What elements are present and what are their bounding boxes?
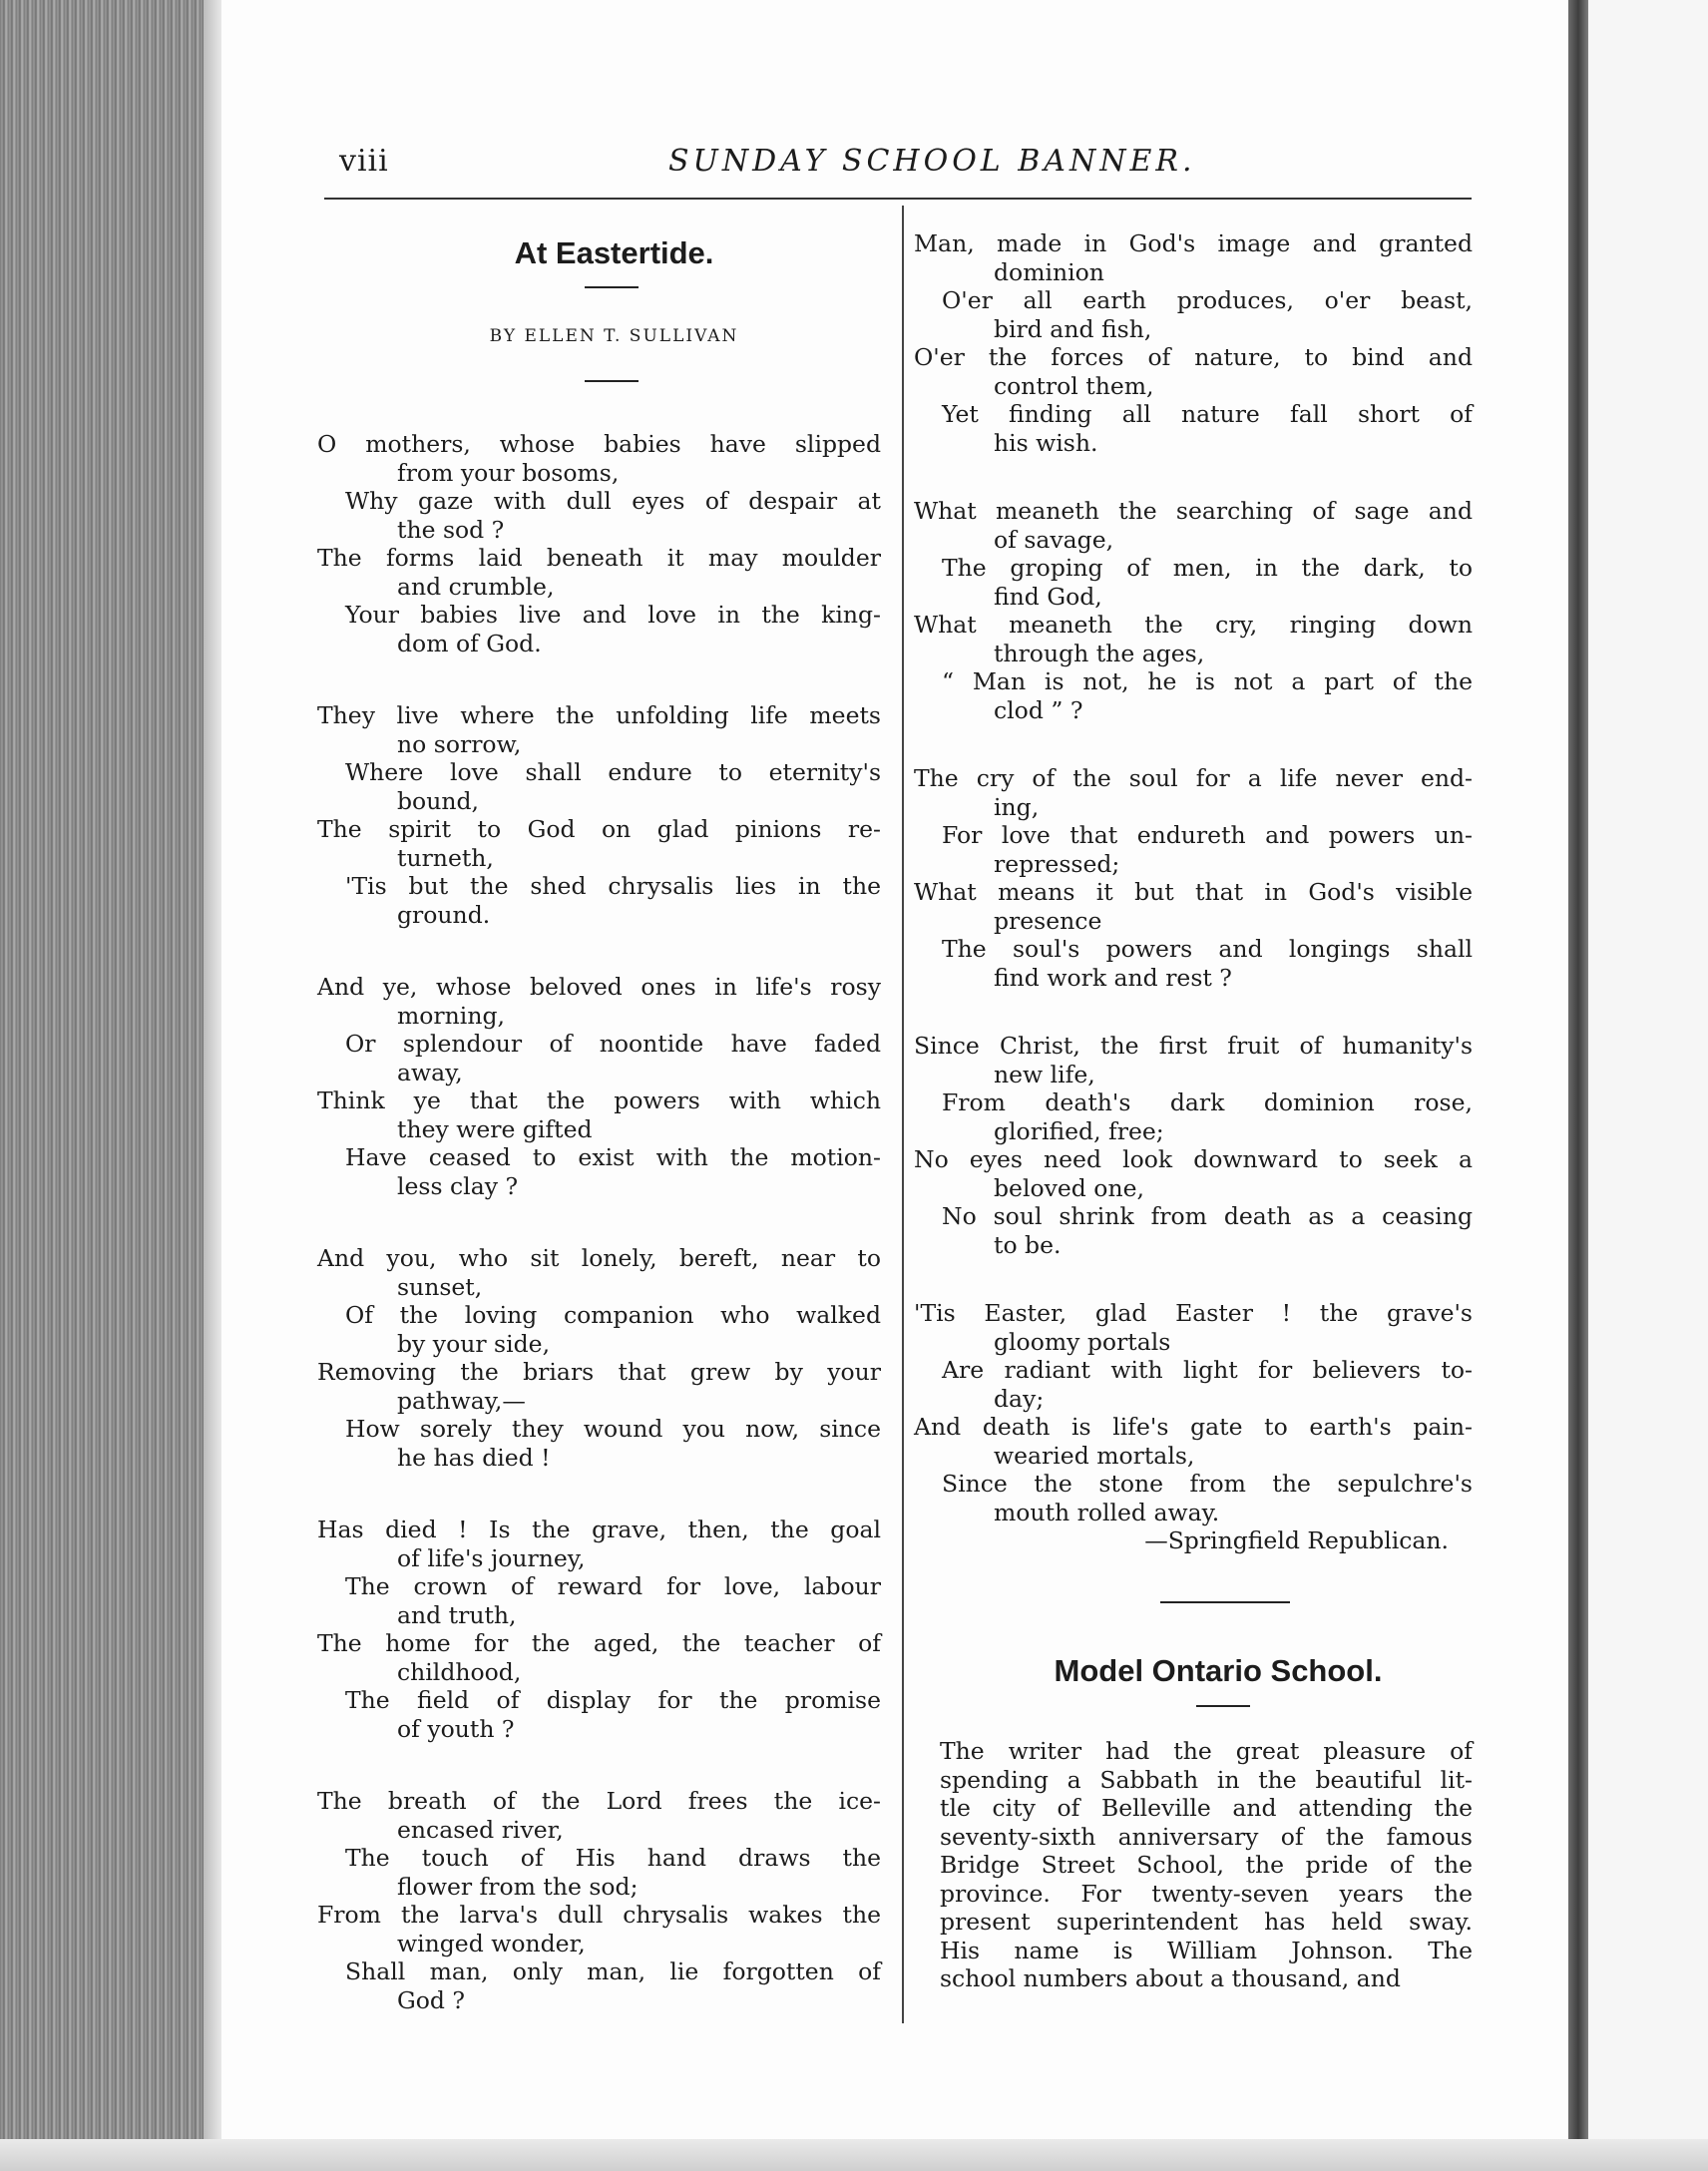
poem-stanza (317, 701, 881, 929)
poem-line: glorified, free; (994, 1116, 1164, 1145)
poem-line: from your bosoms, (397, 458, 620, 487)
poem-line: Why gaze with dull eyes of despair at (345, 487, 881, 515)
poem-line: turneth, (397, 843, 494, 872)
poem-line: How sorely they wound you now, since (345, 1415, 881, 1443)
poem-line: Where love shall endure to eternity's (345, 758, 881, 786)
page-number: viii (339, 144, 389, 179)
poem-line: find work and rest ? (994, 963, 1232, 992)
poem-line: dom of God. (397, 629, 542, 657)
poem-line: morning, (397, 1001, 505, 1030)
poem-line: The cry of the soul for a life never end- (914, 764, 1473, 792)
article-line: seventy-sixth anniversary of the famous (940, 1822, 1473, 1851)
book-binding-edge (0, 0, 221, 2171)
poem-line: Yet finding all nature fall short of (942, 400, 1473, 428)
poem-line: Has died ! Is the grave, then, the goal (317, 1516, 881, 1543)
section-separator (1160, 1601, 1290, 1603)
poem-line: O'er the forces of nature, to bind and (914, 343, 1473, 371)
poem-line: Of the loving companion who walked (345, 1301, 881, 1329)
poem-line: pathway,— (397, 1386, 526, 1415)
poem-line: bird and fish, (994, 314, 1152, 343)
poem-line: wearied mortals, (994, 1441, 1195, 1470)
poem-line: And death is life's gate to earth's pain- (914, 1413, 1473, 1441)
poem-line: “ Man is not, he is not a part of the (942, 667, 1473, 695)
poem-stanza (317, 973, 881, 1200)
poem-stanzas-right (914, 229, 1473, 1526)
poem-line: The breath of the Lord frees the ice- (317, 1787, 881, 1815)
article-line: His name is William Johnson. The (940, 1936, 1473, 1964)
poem-line: And you, who sit lonely, bereft, near to (317, 1244, 881, 1272)
article-line: The writer had the great pleasure of (940, 1737, 1473, 1765)
page-header (339, 144, 1473, 184)
poem-line: O'er all earth produces, o'er beast, (942, 286, 1473, 314)
poem-line: beloved one, (994, 1173, 1144, 1202)
poem-line: From the larva's dull chrysalis wakes the (317, 1901, 881, 1929)
poem-line: winged wonder, (397, 1929, 586, 1957)
poem-line: The home for the aged, the teacher of (317, 1629, 881, 1657)
poem-stanza (914, 229, 1473, 457)
article-line: present superintendent has held sway. (940, 1908, 1473, 1936)
poem-line: The forms laid beneath it may moulder (317, 544, 881, 572)
poem-line: ing, (994, 792, 1040, 821)
poem-line: ground. (397, 900, 491, 929)
poem-stanza (317, 1244, 881, 1472)
poem-line: They live where the unfolding life meets (317, 701, 881, 729)
poem-line: The soul's powers and longings shall (942, 935, 1473, 963)
poem-byline: BY ELLEN T. SULLIVAN (489, 325, 739, 346)
poem-line: O mothers, whose babies have slipped (317, 430, 881, 458)
poem-line: Since Christ, the first fruit of humanity's (914, 1032, 1473, 1060)
poem-line: control them, (994, 371, 1154, 400)
poem-line: mouth rolled away. (994, 1498, 1220, 1526)
right-column (914, 229, 1473, 1993)
poem-line: The field of display for the promise (345, 1686, 881, 1714)
poem-stanza (914, 1032, 1473, 1259)
poem-line: Your babies live and love in the king- (345, 601, 881, 629)
poem-line: No eyes need look downward to seek a (914, 1145, 1473, 1173)
page-gutter (1568, 0, 1588, 2171)
article-line: province. For twenty-seven years the (940, 1879, 1473, 1908)
article-title-rule (1196, 1705, 1250, 1707)
poem-line: What meaneth the cry, ringing down (914, 611, 1473, 639)
poem-line: 'Tis Easter, glad Easter ! the grave's (914, 1299, 1473, 1327)
poem-stanzas-left (317, 430, 881, 2014)
poem-line: God ? (397, 1985, 466, 2014)
poem-line: day; (994, 1384, 1045, 1413)
poem-line: the sod ? (397, 515, 505, 544)
adjacent-page (1588, 0, 1708, 2171)
poem-line: clod ” ? (994, 695, 1083, 724)
article-title: Model Ontario School. (1054, 1652, 1383, 1688)
poem-line: The groping of men, in the dark, to (942, 554, 1473, 582)
left-column (317, 235, 881, 2014)
poem-line: his wish. (994, 428, 1098, 457)
poem-line: of savage, (994, 525, 1114, 554)
poem-line: No soul shrink from death as a ceasing (942, 1202, 1473, 1230)
poem-line: find God, (994, 582, 1102, 611)
poem-line: What meaneth the searching of sage and (914, 497, 1473, 525)
poem-line: Think ye that the powers with which (317, 1086, 881, 1114)
poem-line: And ye, whose beloved ones in life's rosy (317, 973, 881, 1001)
poem-line: and crumble, (397, 572, 555, 601)
poem-line: of life's journey, (397, 1543, 586, 1572)
poem-line: The crown of reward for love, labour (345, 1572, 881, 1600)
poem-stanza (317, 430, 881, 657)
poem-line: by your side, (397, 1329, 551, 1358)
poem-line: of youth ? (397, 1714, 515, 1743)
poem-stanza (914, 497, 1473, 724)
scan-bottom-edge (0, 2139, 1708, 2171)
poem-line: and truth, (397, 1600, 517, 1629)
column-divider (902, 206, 904, 2023)
poem-line: flower from the sod; (397, 1872, 639, 1901)
poem-line: to be. (994, 1230, 1062, 1259)
poem-line: Shall man, only man, lie forgotten of (345, 1957, 881, 1985)
poem-line: Since the stone from the sepulchre's (942, 1470, 1473, 1498)
poem-line: less clay ? (397, 1171, 519, 1200)
poem-line: he has died ! (397, 1443, 551, 1472)
byline-rule (585, 380, 639, 382)
poem-line: presence (994, 906, 1102, 935)
running-title: SUNDAY SCHOOL BANNER. (668, 144, 1196, 179)
poem-line: repressed; (994, 849, 1120, 878)
poem-line: dominion (994, 257, 1104, 286)
poem-line: encased river, (397, 1815, 564, 1844)
poem-line: Have ceased to exist with the motion- (345, 1143, 881, 1171)
poem-stanza (914, 1299, 1473, 1526)
poem-line: no sorrow, (397, 729, 522, 758)
poem-line: new life, (994, 1060, 1095, 1088)
article-line: Bridge Street School, the pride of the (940, 1851, 1473, 1879)
poem-stanza (317, 1787, 881, 2014)
poem-stanza (914, 764, 1473, 992)
article-line: school numbers about a thousand, and (940, 1964, 1401, 1992)
title-rule (585, 286, 639, 288)
poem-stanza (317, 1516, 881, 1743)
poem-line: they were gifted (397, 1114, 593, 1143)
poem-line: gloomy portals (994, 1327, 1171, 1356)
article-line: spending a Sabbath in the beautiful lit- (940, 1765, 1473, 1794)
poem-line: From death's dark dominion rose, (942, 1088, 1473, 1116)
poem-line: sunset, (397, 1272, 483, 1301)
poem-line: For love that endureth and powers un- (942, 821, 1473, 849)
poem-line: The touch of His hand draws the (345, 1844, 881, 1872)
poem-line: Man, made in God's image and granted (914, 229, 1473, 257)
poem-line: 'Tis but the shed chrysalis lies in the (345, 872, 881, 900)
poem-line: away, (397, 1058, 463, 1086)
header-rule (324, 198, 1472, 200)
poem-line: Or splendour of noontide have faded (345, 1030, 881, 1058)
article-line: tle city of Belleville and attending the (940, 1794, 1473, 1822)
poem-line: The spirit to God on glad pinions re- (317, 815, 881, 843)
poem-line: Are radiant with light for believers to- (942, 1356, 1473, 1384)
poem-attribution: —Springfield Republican. (1144, 1526, 1449, 1554)
poem-line: bound, (397, 786, 479, 815)
poem-line: Removing the briars that grew by your (317, 1358, 881, 1386)
poem-line: What means it but that in God's visible (914, 878, 1473, 906)
poem-line: through the ages, (994, 639, 1205, 667)
poem-line: childhood, (397, 1657, 522, 1686)
poem-title: At Eastertide. (514, 235, 714, 270)
article-body (914, 1737, 1473, 1993)
